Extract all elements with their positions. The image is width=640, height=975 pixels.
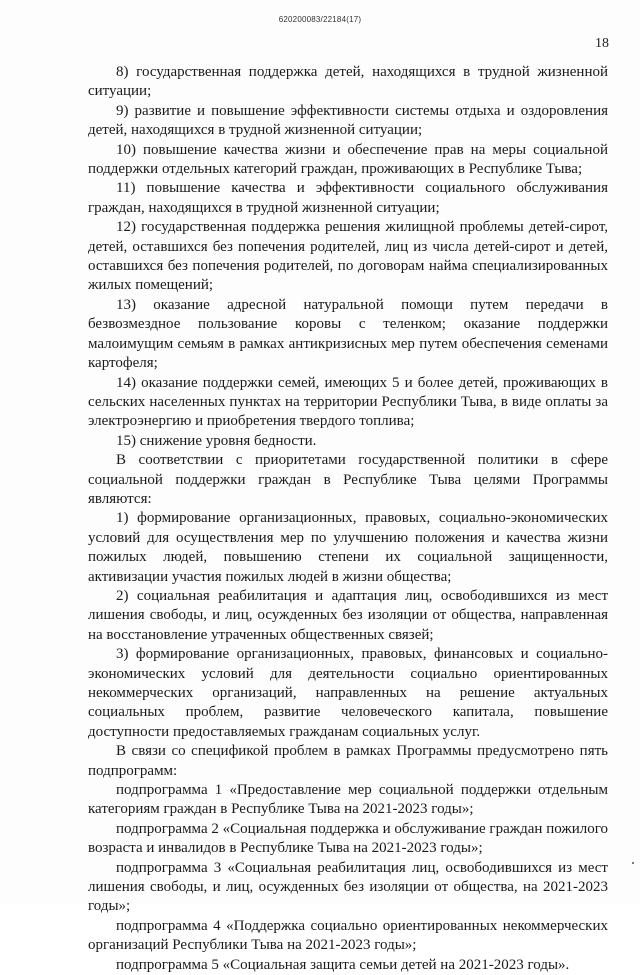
page-number: 18 [595, 36, 609, 51]
subprogram-4: подпрограмма 4 «Поддержка социально ориентированных некоммерческих организаций Республики Тыва на 2021-2023 годы»; [88, 917, 608, 954]
subprograms-intro-paragraph: В связи со спецификой проблем в рамках Программы предусмотрено пять подпрограмм: [88, 743, 608, 779]
goal-item-1: 1) формирование организационных, правовых, социально-экономических условий для осуществления мер по улучшению положения и качества жизни пожилых людей, повышению степени их социальной защищенности, активизации участия пожилых людей в жизни общества; [88, 510, 608, 585]
list-item-14: 14) оказание поддержки семей, имеющих 5 и более детей, проживающих в сельских населенных пунктах на территории Республики Тыва, в виде оплаты за электроэнергию и приобретения твердого топлива; [88, 374, 608, 430]
subprogram-3: подпрограмма 3 «Социальная реабилитация лиц, освободившихся из мест лишения свободы, и лиц, осужденных без изоляции от общества, на 2021-2023 годы»; [88, 859, 608, 915]
list-item-10: 10) повышение качества жизни и обеспечение прав на меры социальной поддержки отдельных категорий граждан, проживающих в Республике Тыва; [88, 141, 608, 178]
subprogram-1: подпрограмма 1 «Предоставление мер социальной поддержки отдельным категориям граждан в Республике Тыва на 2021-2023 годы»; [88, 782, 608, 818]
document-body [88, 63, 608, 975]
goal-item-2: 2) социальная реабилитация и адаптация лиц, освободившихся из мест лишения свободы, и лиц, осужденных без изоляции от общества, направленная на восстановление утраченных общественных связей; [88, 587, 608, 643]
list-item-9: 9) развитие и повышение эффективности системы отдыха и оздоровления детей, находящихся в трудной жизненной ситуации; [88, 102, 608, 139]
document-code: 620200083/22184(17) [278, 15, 362, 24]
list-item-8: 8) государственная поддержка детей, находящихся в трудной жизненной ситуации; [88, 64, 608, 100]
subprogram-2: подпрограмма 2 «Социальная поддержка и обслуживание граждан пожилого возраста и инвалидов в Республике Тыва на 2021-2023 годы»; [88, 820, 608, 857]
list-item-13: 13) оказание адресной натуральной помощи путем передачи в безвозмездное пользование коровы с теленком; оказание поддержки малоимущим семьям в рамках антикризисных мер путем обеспечения семенами картофеля; [88, 296, 608, 372]
subprogram-5: подпрограмма 5 «Социальная защита семьи детей на 2021-2023 годы». [116, 956, 570, 973]
list-item-12: 12) государственная поддержка решения жилищной проблемы детей-сирот, детей, оставшихся без попечения родителей, лиц из числа детей-сирот и детей, оставшихся без попечения родителей, по договорам найма специализированных жилых помещений; [88, 219, 608, 294]
list-item-11: 11) повышение качества и эффективности социального обслуживания граждан, находящихся в трудной жизненной ситуации; [88, 180, 608, 216]
goal-item-3: 3) формирование организационных, правовых, финансовых и социально-экономических условий для деятельности социально ориентированных некоммерческих организаций, направленных на решение актуальных социальных проблем, развитие человеческого капитала, повышение доступности предоставляемых гражданам социальных услуг. [88, 646, 608, 740]
goals-intro-paragraph: В соответствии с приоритетами государственной политики в сфере социальной поддержки граждан в Республике Тыва целями Программы являются: [88, 452, 608, 507]
list-item-15: 15) снижение уровня бедности. [116, 432, 317, 449]
scan-speck [632, 862, 634, 864]
